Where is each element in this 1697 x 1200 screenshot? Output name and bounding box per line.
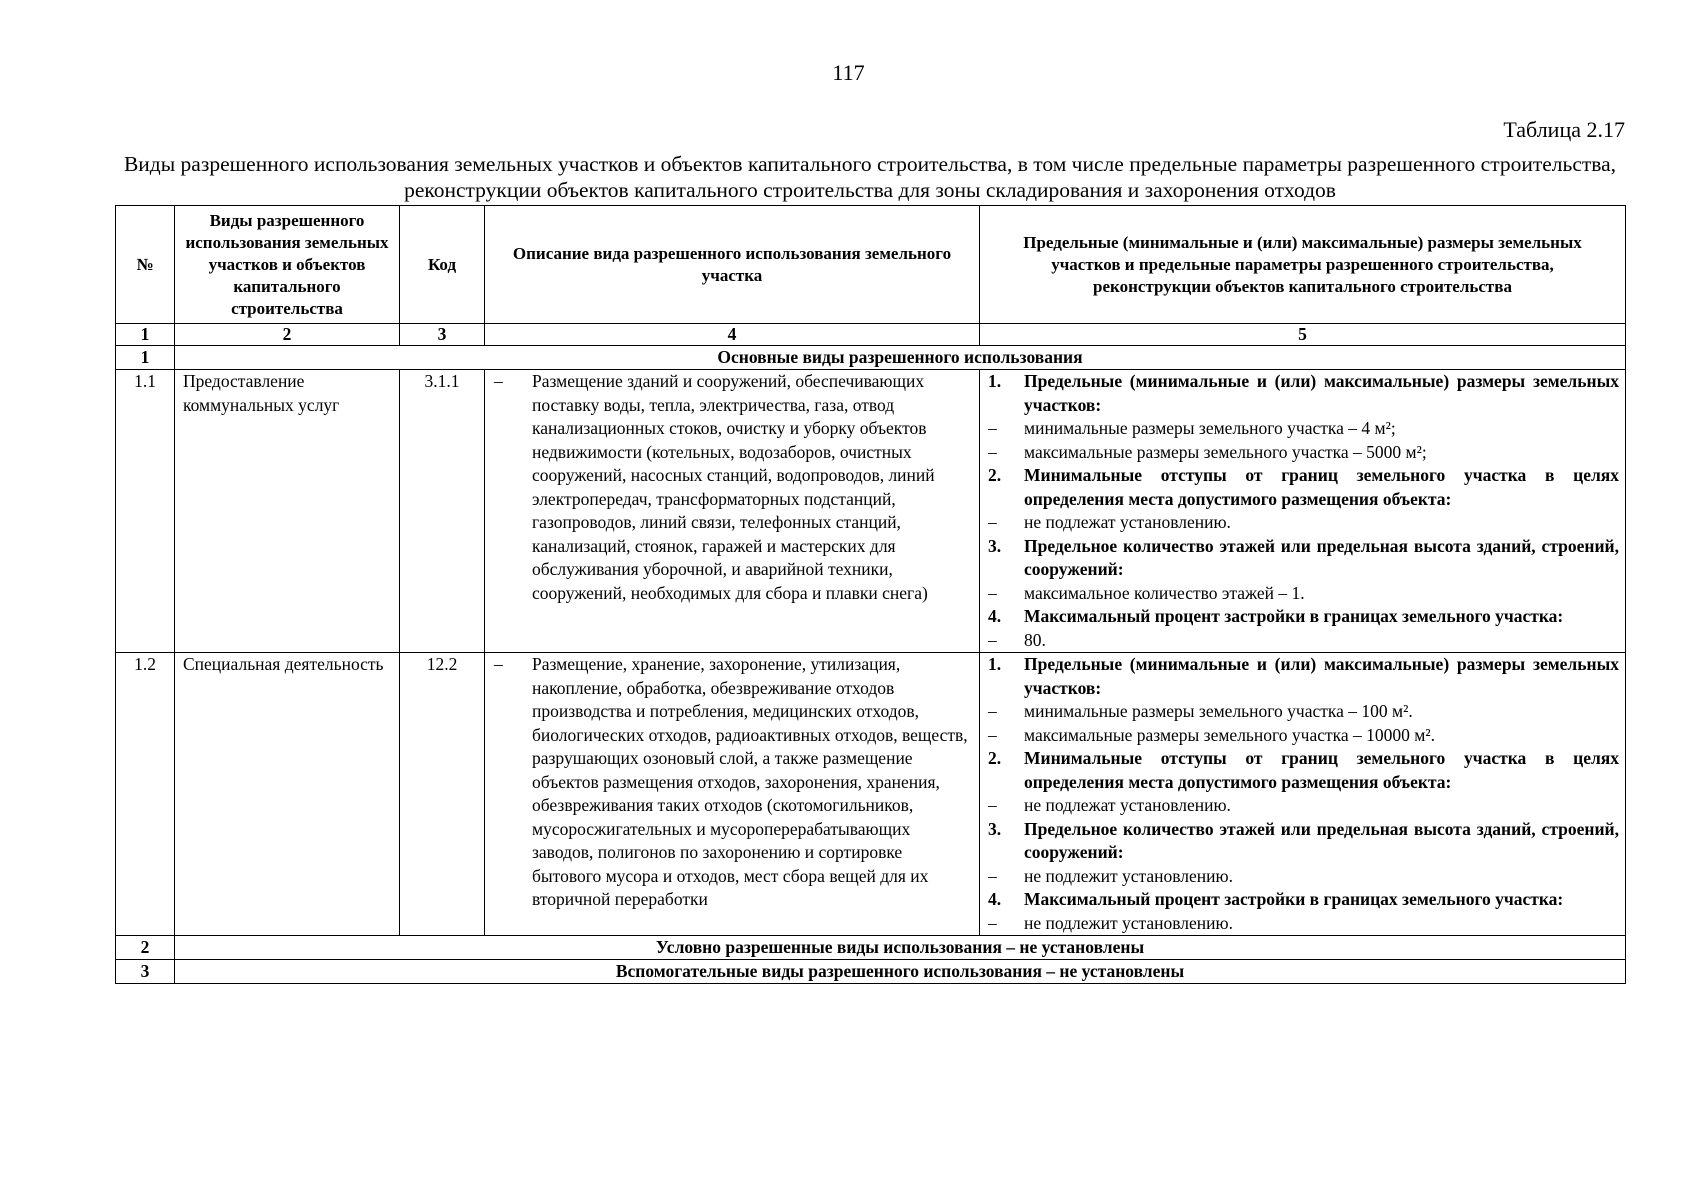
row-params [980, 653, 1626, 936]
param-text: не подлежит установлению. [1024, 912, 1233, 933]
param-mark: 1. [988, 371, 1002, 391]
column-number: 3 [400, 324, 485, 346]
table-label: Таблица 2.17 [1503, 117, 1625, 142]
param-text: минимальные размеры земельного участка – 100 м². [1024, 701, 1413, 721]
param-text: не подлежат установлению. [1024, 795, 1231, 815]
param-text: минимальные размеры земельного участка – 4 м²; [1024, 418, 1396, 438]
param-text: максимальные размеры земельного участка – 5000 м²; [1024, 441, 1427, 462]
param-value [988, 912, 1619, 936]
row-num: 1.2 [116, 653, 175, 936]
param-value [988, 724, 1619, 748]
row-description [485, 653, 980, 936]
param-text: максимальное количество этажей – 1. [1024, 582, 1305, 603]
param-text: не подлежит установлению. [1024, 865, 1233, 886]
param-text: максимальные размеры земельного участка – 10000 м². [1024, 724, 1435, 745]
param-text: Предельные (минимальные и (или) максимальные) размеры земельных участков: [1024, 654, 1619, 698]
section-label: Основные виды разрешенного использования [175, 346, 1626, 370]
zoning-table [115, 205, 1626, 984]
param-text: Предельное количество этажей или предельная высота зданий, строений, сооружений: [1024, 818, 1619, 862]
row-num: 1.1 [116, 370, 175, 653]
header-params: Предельные (минимальные и (или) максимальные) размеры земельных участков и предельные параметры разрешенного строительства, реконструкции объектов капитального строительства [980, 206, 1626, 324]
param-heading [988, 653, 1619, 700]
param-value [988, 629, 1619, 653]
row-params [980, 370, 1626, 653]
param-heading [988, 747, 1619, 794]
section-row-main [116, 346, 1626, 370]
table-title: Виды разрешенного использования земельных участков и объектов капитального строительства, в том числе предельные параметры разрешенного строительства, реконструкции объектов капитального строительства для зоны складирования и захоронения отходов [123, 152, 1617, 202]
column-number-row [116, 324, 1626, 346]
row-type: Специальная деятельность [175, 653, 400, 936]
section-label: Вспомогательные виды разрешенного использования – не установлены [175, 960, 1626, 984]
description-text: Размещение зданий и сооружений, обеспечивающих поставку воды, тепла, электричества, газа, отвод канализационных стоков, очистку и уборку объектов недвижимости (котельных, водозаборов, очистных сооружений, насосных станций, водопроводов, линий электропередач, трансформаторных подстанций, газопроводов, линий связи, телефонных станций, канализаций, стоянок, гаражей и мастерских для обслуживания уборочной, и аварийной техники, сооружений, необходимых для сбора и плавки снега) [532, 371, 935, 603]
param-mark: 2. [988, 748, 1002, 768]
param-mark: 3. [988, 535, 1002, 556]
param-heading [988, 818, 1619, 865]
param-mark: – [988, 912, 997, 933]
param-mark: 1. [988, 654, 1002, 674]
header-num: № [116, 206, 175, 324]
column-number: 5 [980, 324, 1626, 346]
param-text: Минимальные отступы от границ земельного участка в целях определения места допустимого размещения объекта: [1024, 465, 1619, 509]
param-mark: 4. [988, 606, 1002, 626]
param-text: 80. [1024, 629, 1046, 650]
param-value [988, 582, 1619, 606]
param-mark: – [988, 701, 997, 721]
description-text: Размещение, хранение, захоронение, утилизация, накопление, обработка, обезвреживание отходов производства и потребления, медицинских отходов, биологических отходов, радиоактивных отходов, веществ, разрушающих озоновый слой, а также размещение объектов размещения отходов, захоронения, хранения, обезвреживания таких отходов (скотомогильников, мусоросжигательных и мусороперерабатывающих заводов, полигонов по захоронению и сортировке бытового мусора и отходов, мест сбора вещей для их вторичной переработки [532, 654, 968, 909]
param-heading [988, 535, 1619, 582]
section-row-auxiliary [116, 960, 1626, 984]
header-code: Код [400, 206, 485, 324]
section-num: 2 [116, 936, 175, 960]
param-mark: 3. [988, 818, 1002, 839]
column-number: 4 [485, 324, 980, 346]
param-mark: – [988, 441, 997, 462]
header-description: Описание вида разрешенного использования земельного участка [485, 206, 980, 324]
param-heading [988, 605, 1619, 629]
column-number: 1 [116, 324, 175, 346]
param-value [988, 441, 1619, 465]
row-code: 12.2 [400, 653, 485, 936]
section-label: Условно разрешенные виды использования – не установлены [175, 936, 1626, 960]
param-text: Минимальные отступы от границ земельного участка в целях определения места допустимого размещения объекта: [1024, 748, 1619, 792]
section-row-conditional [116, 936, 1626, 960]
row-type: Предоставление коммунальных услуг [175, 370, 400, 653]
param-text: Предельное количество этажей или предельная высота зданий, строений, сооружений: [1024, 535, 1619, 579]
column-number: 2 [175, 324, 400, 346]
param-text: Максимальный процент застройки в границах земельного участка: [1024, 606, 1564, 626]
section-num: 3 [116, 960, 175, 984]
param-mark: – [988, 418, 997, 438]
param-mark: – [988, 865, 997, 886]
param-mark: 2. [988, 465, 1002, 485]
param-mark: 4. [988, 889, 1002, 909]
param-value [988, 865, 1619, 889]
table-row [116, 653, 1626, 936]
header-row [116, 206, 1626, 324]
param-value [988, 700, 1619, 724]
dash-mark: – [494, 371, 503, 391]
param-mark: – [988, 795, 997, 815]
param-value [988, 417, 1619, 441]
param-heading [988, 464, 1619, 511]
param-heading [988, 888, 1619, 912]
param-value [988, 511, 1619, 535]
param-mark: – [988, 629, 997, 650]
page-number: 117 [832, 60, 865, 85]
section-num: 1 [116, 346, 175, 370]
dash-mark: – [494, 654, 503, 674]
param-mark: – [988, 724, 997, 745]
param-heading [988, 370, 1619, 417]
param-text: Максимальный процент застройки в границах земельного участка: [1024, 889, 1564, 909]
param-text: Предельные (минимальные и (или) максимальные) размеры земельных участков: [1024, 371, 1619, 415]
row-code: 3.1.1 [400, 370, 485, 653]
row-description [485, 370, 980, 653]
param-value [988, 794, 1619, 818]
param-text: не подлежат установлению. [1024, 512, 1231, 532]
table-row [116, 370, 1626, 653]
param-mark: – [988, 582, 997, 603]
param-mark: – [988, 512, 997, 532]
header-type: Виды разрешенного использования земельных участков и объектов капитального строительства [175, 206, 400, 324]
